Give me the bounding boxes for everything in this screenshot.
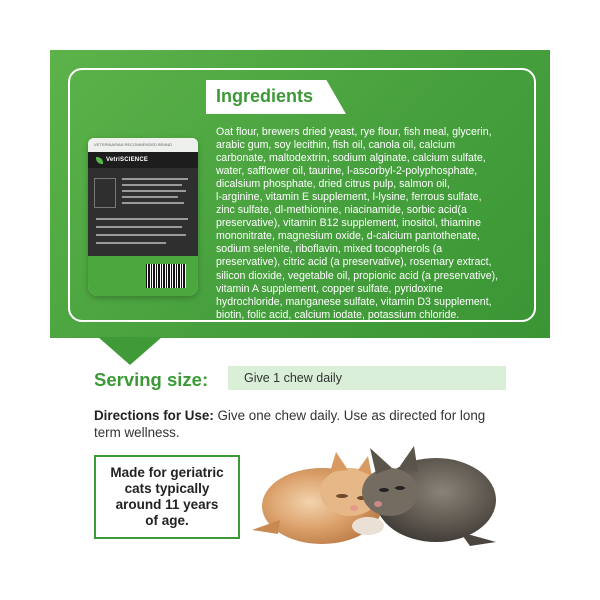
- ingredients-line: mononitrate, magnesium oxide, d-calcium pantothenate,: [216, 230, 480, 243]
- ingredients-line: zinc sulfate, dl-methionine, niacinamide, sorbic acid(a: [216, 204, 467, 217]
- barcode: [146, 264, 186, 288]
- bag-brand-bar: [88, 152, 198, 168]
- callout-line: around 11 years: [115, 497, 219, 512]
- directions-label: Directions for Use:: [94, 408, 214, 423]
- ingredients-line: Oat flour, brewers dried yeast, rye flour, fish meal, glycerin,: [216, 126, 492, 138]
- two-cats-photo: [250, 442, 500, 550]
- ingredients-line: biotin, folic acid, calcium iodate, potassium chloride.: [216, 308, 460, 321]
- ingredients-line: vitamin A supplement, copper sulfate, pyridoxine: [216, 282, 443, 295]
- directions-for-use: [94, 408, 514, 441]
- ingredients-line: carbonate, maltodextrin, sodium alginate, calcium sulfate,: [216, 152, 486, 165]
- ingredients-line: water, safflower oil, taurine, l-ascorbyl-2-polyphosphate,: [216, 165, 478, 178]
- ingredients-line: preservative), vitamin B12 supplement, inositol, thiamine: [216, 217, 481, 230]
- panel-pointer-arrow: [98, 337, 162, 365]
- callout-line: Made for geriatric: [110, 465, 224, 480]
- directions-text: Give one chew daily. Use as directed for long term wellness.: [94, 408, 486, 440]
- ingredients-line: silicon dioxide, vegetable oil, propionic acid (a preservative),: [216, 269, 499, 282]
- callout-text: [110, 465, 223, 529]
- leaf-icon: [96, 157, 103, 164]
- ingredients-list: [216, 126, 522, 322]
- serving-size-value: Give 1 chew daily: [228, 366, 506, 390]
- callout-line: of age.: [145, 513, 189, 528]
- ingredients-line: dicalsium phosphate, dried citrus pulp, salmon oil,: [216, 178, 450, 191]
- callout-line: cats typically: [124, 481, 210, 496]
- bag-tagline: VETERINARIAN RECOMMENDED BRAND: [94, 142, 173, 147]
- ingredients-line: sodium selenite, riboflavin, mixed tocopherols (a: [216, 243, 443, 256]
- bag-label: [88, 168, 198, 256]
- ingredients-line: l-arginine, vitamin E supplement, l-lysine, ferrous sulfate,: [216, 191, 482, 204]
- product-bag-image: [88, 138, 198, 296]
- ingredients-line: preservative), citric acid (a preservative), rosemary extract,: [216, 256, 492, 269]
- ingredients-line: arabic gum, soy lecithin, fish oil, canola oil, calcium: [216, 139, 456, 152]
- geriatric-callout: [94, 455, 240, 539]
- bag-brand: VetriSCIENCE: [106, 157, 149, 163]
- ingredients-heading: Ingredients: [216, 86, 314, 106]
- serving-size-label: Serving size:: [94, 369, 209, 390]
- ingredients-line: hydrochloride, manganese sulfate, vitamin D3 supplement,: [216, 295, 492, 308]
